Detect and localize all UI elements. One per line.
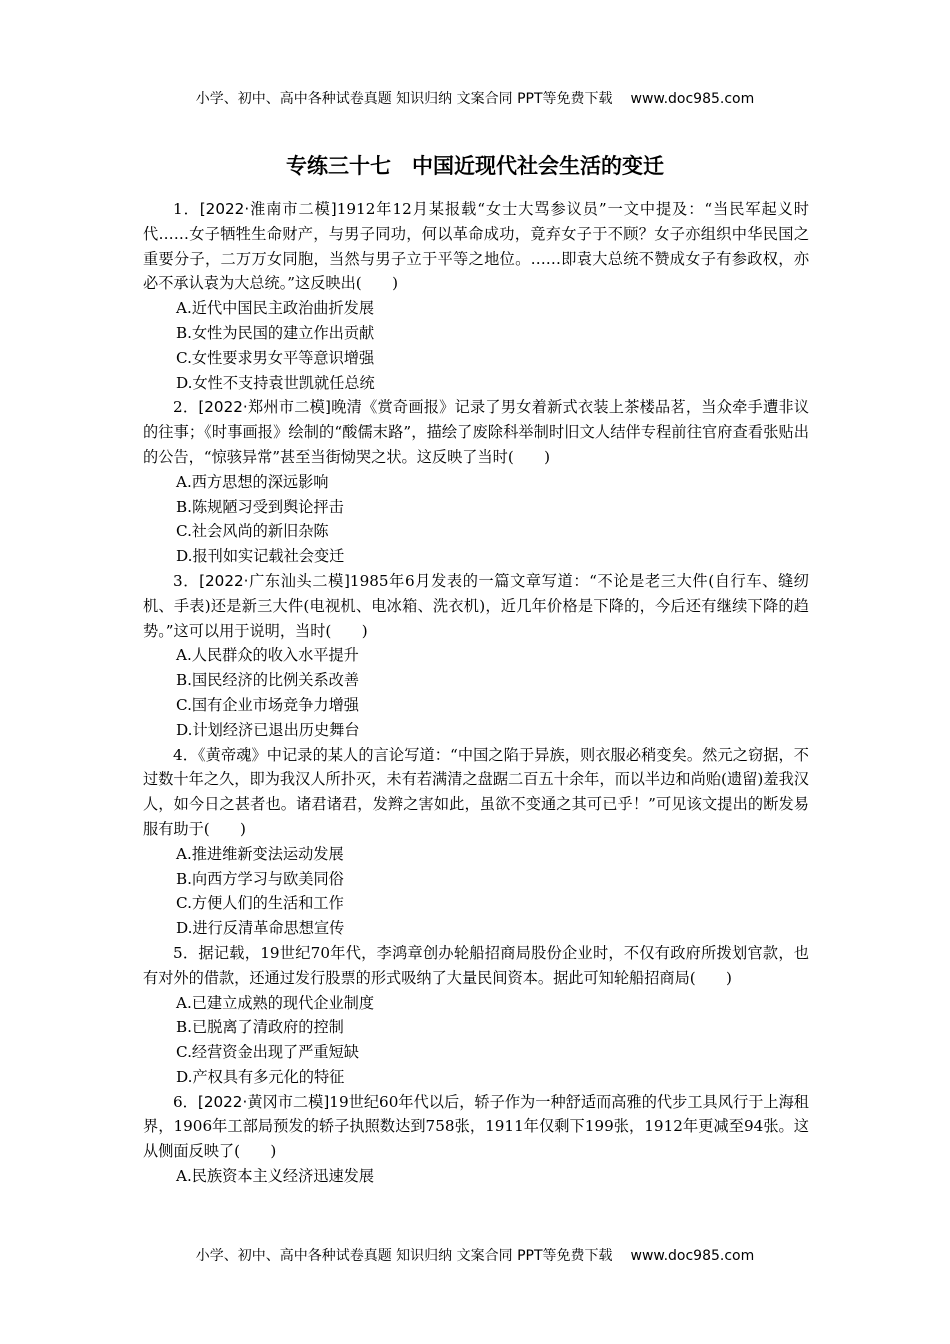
option-b: B.已脱离了清政府的控制 <box>176 1018 344 1037</box>
question <box>143 1090 809 1189</box>
option-b: B.陈规陋习受到舆论抨击 <box>176 497 344 516</box>
option-d: D.报刊如实记载社会变迁 <box>176 547 345 566</box>
option-b: B.女性为民国的建立作出贡献 <box>176 323 375 342</box>
footer-site-link[interactable]: www.doc985.com <box>630 1248 755 1264</box>
question-stem: 2．[2022·郑州市二模]晚清《赏奇画报》记录了男女着新式衣装上茶楼品茗，当众牵手遭非议的往事；《时事画报》绘制的“酸儒末路”，描绘了废除科举制时旧文人结伴专程前往官府查看张贴出的公告，“惊骇异常”甚至当街恸哭之状。这反映了当时( ) <box>143 398 810 466</box>
question-stem: 6．[2022·黄冈市二模]19世纪60年代以后，轿子作为一种舒适而高雅的代步工具风行于上海租界，1906年工部局预发的轿子执照数达到758张，1911年仅剩下199张，1912年更减至94张。这从侧面反映了( ) <box>143 1092 809 1161</box>
question-stem: 1．[2022·淮南市二模]1912年12月某报载“女士大骂参议员”一文中提及：“当民军起义时代……女子牺牲生命财产，与男子同功，何以革命成功，竟弃女子于不顾？女子亦组织中华民国之重要分子，二万万女同胞，当然与男子立于平等之地位。……即袁大总统不赞成女子有参政权，亦必不承认袁为大总统。”这反映出( ) <box>143 200 809 293</box>
page-header <box>0 88 950 108</box>
question-list <box>143 197 809 1189</box>
question-stem: 3．[2022·广东汕头二模]1985年6月发表的一篇文章写道：“不论是老三大件(自行车、缝纫机、手表)还是新三大件(电视机、电冰箱、洗衣机)，近几年价格是下降的，今后还有继续下降的趋势。”这可以用于说明，当时( ) <box>143 571 809 640</box>
option-c: C.经营资金出现了严重短缺 <box>176 1043 359 1062</box>
option-d: D.产权具有多元化的特征 <box>176 1067 345 1086</box>
question <box>143 941 809 1090</box>
option-c: C.国有企业市场竞争力增强 <box>176 695 359 714</box>
option-c: C.方便人们的生活和工作 <box>176 894 344 913</box>
question <box>143 395 809 569</box>
option-a: A.已建立成熟的现代企业制度 <box>176 993 375 1012</box>
option-b: B.向西方学习与欧美同俗 <box>176 869 344 888</box>
question <box>143 569 809 743</box>
question <box>143 197 809 395</box>
page-footer <box>0 1245 950 1265</box>
question-stem: 4．《黄帝魂》中记录的某人的言论写道：“中国之陷于异族，则衣服必稍变矣。然元之窃据，不过数十年之久，即为我汉人所扑灭，未有若满清之盘踞二百五十余年，而以半边和尚贻(遗留)羞我汉人，如今日之甚者也。诸君诸君，发辫之害如此，虽欲不变通之其可已乎！”可见该文提出的断发易服有助于( ) <box>143 745 809 838</box>
header-site-link[interactable]: www.doc985.com <box>630 91 755 107</box>
page-title: 专练三十七 中国近现代社会生活的变迁 <box>286 154 664 178</box>
header-text: 小学、初中、高中各种试卷真题 知识归纳 文案合同 PPT等免费下载 <box>195 91 613 107</box>
option-a: A.人民群众的收入水平提升 <box>176 646 359 665</box>
option-a: A.民族资本主义经济迅速发展 <box>176 1167 375 1186</box>
option-b: B.国民经济的比例关系改善 <box>176 671 360 690</box>
option-d: D.女性不支持袁世凯就任总统 <box>176 373 375 392</box>
option-d: D.进行反清革命思想宣传 <box>176 919 345 938</box>
question-stem: 5．据记载，19世纪70年代，李鸿章创办轮船招商局股份企业时，不仅有政府所拨划官款，也有对外的借款，还通过发行股票的形式吸纳了大量民间资本。据此可知轮船招商局( ) <box>143 943 809 987</box>
option-d: D.计划经济已退出历史舞台 <box>176 720 360 739</box>
footer-text: 小学、初中、高中各种试卷真题 知识归纳 文案合同 PPT等免费下载 <box>195 1248 613 1264</box>
option-c: C.社会风尚的新旧杂陈 <box>176 522 329 541</box>
option-a: A.西方思想的深远影响 <box>176 472 329 491</box>
question <box>143 743 809 941</box>
option-c: C.女性要求男女平等意识增强 <box>176 348 375 367</box>
option-a: A.推进维新变法运动发展 <box>176 844 344 863</box>
option-a: A.近代中国民主政治曲折发展 <box>176 299 375 318</box>
